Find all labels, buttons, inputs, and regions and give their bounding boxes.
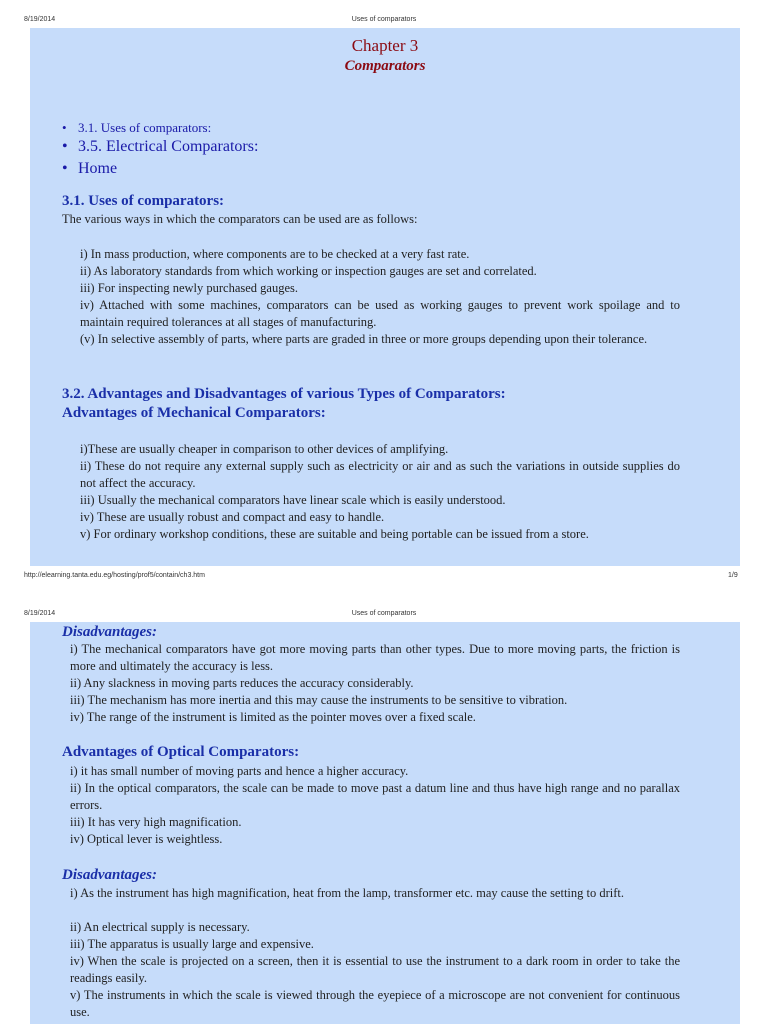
page1-content [30,28,740,566]
page-title: Uses of comparators [351,16,417,23]
nav-link-electrical[interactable]: • 3.5. Electrical Comparators: [62,138,259,155]
section-intro: The various ways in which the comparators can be used are as follows: [62,212,418,226]
list-item: ii) These do not require any external supply such as electricity or air and as such the variations in outside supplies do not affect the accuracy. [80,459,680,490]
subheading-optical-disadvantages: Disadvantages: [62,867,157,883]
list-item: iv) The range of the instrument is limited as the pointer moves over a fixed scale. [70,710,476,724]
list-item: ii) As laboratory standards from which working or inspection gauges are set and correlated. [80,264,537,278]
page-number: 1/9 [728,572,738,579]
list-item: iii) For inspecting newly purchased gauges. [80,281,299,295]
list-item: v) For ordinary workshop conditions, these are suitable and being portable can be issued from a store. [80,527,589,541]
list-item: v) The instruments in which the scale is viewed through the eyepiece of a microscope are not convenient for continuous use. [70,988,680,1019]
page-date: 8/19/2014 [24,610,56,617]
chapter-title: Chapter 3 [351,36,419,55]
page-date: 8/19/2014 [24,16,56,23]
subheading-mechanical-advantages: Advantages of Mechanical Comparators: [62,405,326,421]
list-item: iv) When the scale is projected on a screen, then it is essential to use the instrument to a dark room in order to take the readings easily. [70,954,680,985]
nav-link-home[interactable]: • Home [62,160,118,177]
page-url: http://elearning.tanta.edu.eg/hosting/prof5/contain/ch3.htm [24,572,205,579]
list-item: ii) An electrical supply is necessary. [70,920,250,934]
section-heading-uses: 3.1. Uses of comparators: [62,193,225,209]
list-item: i) it has small number of moving parts and hence a higher accuracy. [70,764,409,778]
nav-link-uses[interactable]: • 3.1. Uses of comparators: [62,120,212,135]
page2-content [30,622,740,1024]
list-item: i) As the instrument has high magnification, heat from the lamp, transformer etc. may cause the setting to drift. [70,886,625,900]
page-title: Uses of comparators [351,610,417,617]
list-item: iv) These are usually robust and compact and easy to handle. [80,510,385,524]
list-item: iv) Optical lever is weightless. [70,832,223,846]
list-item: i) The mechanical comparators have got more moving parts than other types. Due to more moving parts, the friction is more and ultimately the accuracy is less. [70,642,680,673]
list-item: iii) The apparatus is usually large and expensive. [70,937,314,951]
subheading-optical-advantages: Advantages of Optical Comparators: [62,744,300,760]
list-item: i) In mass production, where components are to be checked at a very fast rate. [80,247,470,261]
list-item: iii) Usually the mechanical comparators have linear scale which is easily understood. [80,493,506,507]
list-item: ii) In the optical comparators, the scale can be made to move past a datum line and thus have high range and no parallax errors. [70,781,680,812]
section-heading-advantages: 3.2. Advantages and Disadvantages of various Types of Comparators: [62,386,506,402]
subheading-mechanical-disadvantages: Disadvantages: [62,624,157,640]
list-item: iii) It has very high magnification. [70,815,242,829]
list-item: iv) Attached with some machines, comparators can be used as working gauges to prevent work spoilage and to maintain required tolerances at all stages of manufacturing. [80,298,680,329]
list-item: ii) Any slackness in moving parts reduces the accuracy considerably. [70,676,414,690]
list-item: (v) In selective assembly of parts, where parts are graded in three or more groups depending upon their tolerance. [80,332,648,346]
chapter-subtitle: Comparators [344,58,426,74]
list-item: iii) The mechanism has more inertia and this may cause the instruments to be sensitive to vibration. [70,693,568,707]
list-item: i)These are usually cheaper in comparison to other devices of amplifying. [80,442,449,456]
